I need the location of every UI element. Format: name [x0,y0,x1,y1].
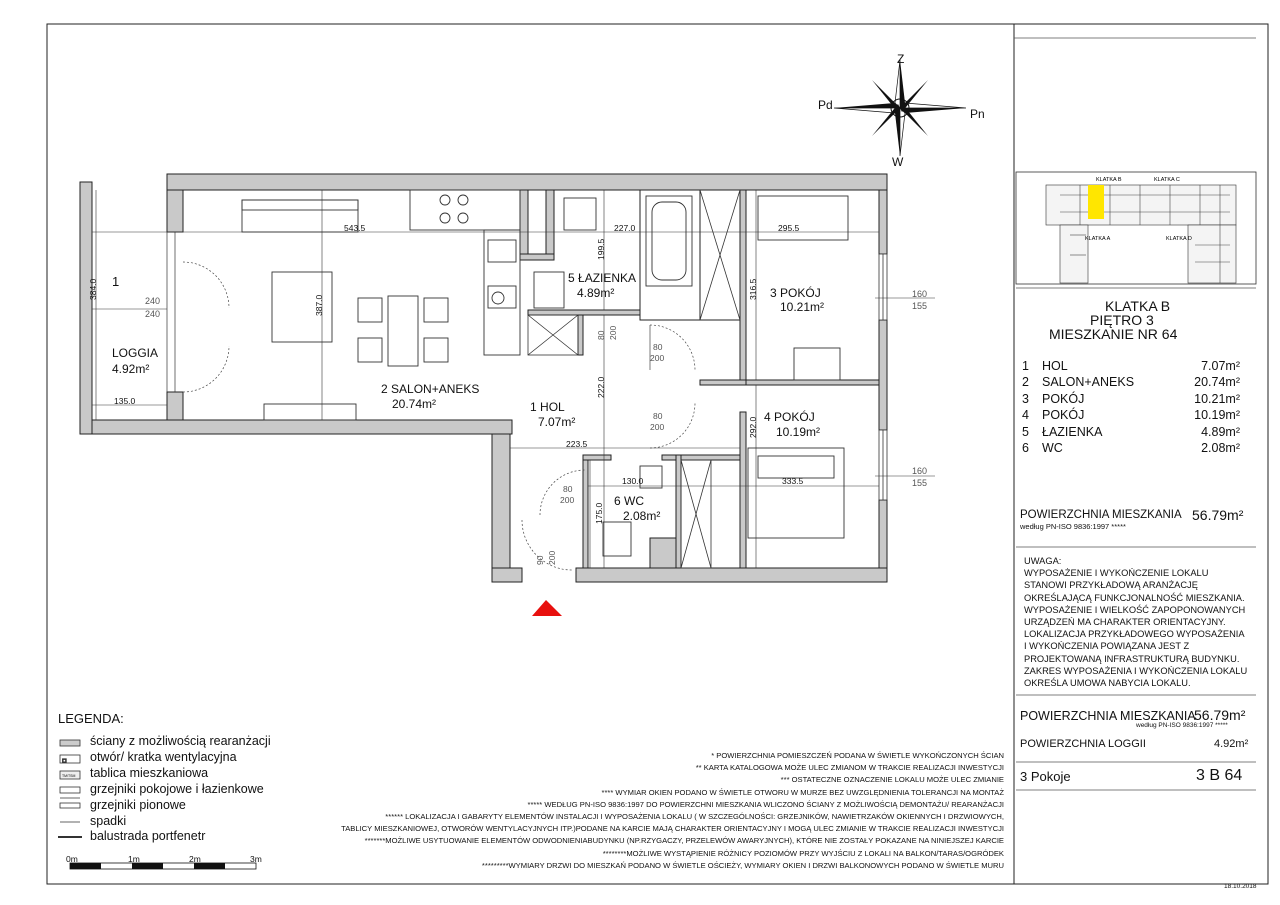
legend-item: grzejniki pokojowe i łazienkowe [90,782,264,796]
room-area: 4.89m² [1201,424,1240,439]
footnotes [260,750,1004,872]
footnote-line: TABLICY MIESZKANIOWEJ, OTWORÓW WENTYLACYJNYCH ITP.)PODANE NA KARCIE MAJĄ CHARAKTER ORIENTACYJNY I MOGĄ ULEC ZMIANIE W TRAKCIE REALIZACJI INWESTYCJI [341,824,1004,834]
area2-sub: według PN-ISO 9836:1997 ***** [1136,722,1228,729]
window-4-a: 160 [912,466,928,476]
lazienka-area: 4.89m² [577,286,615,300]
loggia-area-label: POWIERZCHNIA LOGGII [1020,738,1146,750]
footnote-line: ********MOŻLIWE WYSTĄPIENIE RÓŻNICY POZIOMÓW PRZY WYJŚCIU Z LOKALI NA BALKON/TARAS/OGRÓDEK [602,848,1004,858]
legend-item: balustrada portfenetr [90,829,206,843]
room-area: 20.74m² [1194,375,1240,390]
room-area: 10.19m² [1194,408,1240,423]
compass-west: Pd [818,98,833,112]
dim-543: 543.5 [344,223,366,233]
door-pokoj4-a: 80 [653,411,663,421]
legend-item: ściany z możliwością rearanżacji [90,734,271,748]
loggia-label: LOGGIA [112,346,159,360]
room-table-row [1022,440,1240,456]
window-3-a: 160 [912,289,928,299]
furniture [242,190,848,556]
room-name: WC [1042,440,1063,455]
loggia-area: 4.92m² [112,362,150,376]
uwaga-title: UWAGA: [1024,556,1062,566]
dim-2955: 295.5 [778,223,800,233]
room-table-row [1022,358,1240,374]
door-wc-a: 80 [563,484,573,494]
door-entrance-a: 90 [535,555,545,565]
window-4-b: 155 [912,478,928,488]
footnote-line: **** WYMIAR OKIEN PODANO W ŚWIETLE OTWORU W MURZE BEZ UWZGLĘDNIENIA TOLERANCJI NA MONTAŻ [601,787,1004,797]
legend-item: grzejniki pionowe [90,798,186,812]
dim-387: 387.0 [314,294,324,316]
dim-130: 130.0 [622,476,644,486]
door-hol-a: 80 [653,342,663,352]
room-number: 2 [1022,375,1029,390]
klatka-title: KLATKA B [1105,298,1171,314]
room-table-row [1022,407,1240,423]
wc-area: 2.08m² [623,509,661,523]
footnote-line: ***** WEDŁUG PN-ISO 9836:1997 DO POWIERZCHNI MIESZKANIA WLICZONO ŚCIANY Z MOŻLIWOŚCIĄ DEMONTAŻU/ REARANŻACJI [527,799,1004,809]
key-plan-highlight [1088,185,1104,219]
uwaga-note [1024,555,1249,689]
salon-label: 2 SALON+ANEKS [381,382,480,396]
room-name: POKÓJ [1042,391,1085,406]
salon-area: 20.74m² [392,397,437,411]
door-lazienka-a: 80 [596,330,606,340]
room-number: 4 [1022,408,1029,423]
hol-label: 1 HOL [530,400,565,414]
walls [80,174,887,582]
dim-384: 384.0 [88,278,98,300]
legend-symbols [58,740,82,837]
window-3-b: 155 [912,301,928,311]
area-value: 56.79m² [1192,507,1244,523]
legend-item: spadki [90,814,127,828]
room-name: POKÓJ [1042,408,1085,423]
pietro-title: PIĘTRO 3 [1090,312,1154,328]
dim-292: 292.0 [748,416,758,438]
footnote-line: *********WYMIARY DRZWI DO MIESZKAŃ PODANO W ŚWIETLE OŚCIEŻY, WYMIARY OKIEN I DRZWI BALKONOWYCH PODANO W ŚWIETLE MURU [481,860,1004,870]
area2-value: 56.79m² [1194,707,1246,723]
scale-bar [70,863,256,869]
room-table-row [1022,424,1240,440]
footnote-line: * POWIERZCHNIA POMIESZCZEŃ PODANA W ŚWIETLE WYKOŃCZONYCH ŚCIAN [711,751,1004,760]
room-area: 7.07m² [1201,359,1240,373]
door-pokoj4-b: 200 [650,422,665,432]
room-table [1022,358,1240,456]
scale-3m: 3m [250,854,262,864]
dimension-lines [92,190,935,568]
area-label: POWIERZCHNIA MIESZKANIA [1020,509,1182,521]
lazienka-label: 5 ŁAZIENKA [568,271,637,285]
pokoj4-area: 10.19m² [776,425,821,439]
apartment-code: 3 B 64 [1196,767,1243,784]
legend-item: otwór/ kratka wentylacyjna [90,750,237,764]
wall-top [167,174,887,190]
uwaga-text: WYPOSAŻENIE I WYKOŃCZENIE LOKALU STANOWI PRZYKŁADOWĄ ARANŻACJĘ OKREŚLAJĄCĄ FUNKCJONALNOŚĆ MIESZKANIA. WYPOSAŻENIE I WIELKOŚĆ ZAPOPONOWANYCH URZĄDZEŃ MA CHARAKTER ORIENTACYJNY. LOKALIZACJA PRZYKŁADOWEGO WYPOSAŻENIA I WYKOŃCZENIA POWIĄZANA JEST Z PROJEKTOWANĄ INFRASTRUKTURĄ BUDYNKU. ZAKRES WYPOSAŻENIA I WYKOŃCZENIA LOKALU OKREŚLA UMOWA NABYCIA LOKALU. [1024,568,1248,689]
svg-text:▣: ▣ [62,758,67,764]
legend-tm-badge: TM/TSM [62,774,76,778]
hol-area: 7.07m² [538,415,576,429]
room-number: 3 [1022,391,1029,406]
dim-3335: 333.5 [782,476,804,486]
door-hol-b: 200 [650,353,665,363]
key-plan-label-c: KLATKA C [1154,177,1180,183]
key-plan-label-b: KLATKA B [1096,177,1122,183]
dim-2235: 223.5 [566,439,588,449]
dim-175: 175.0 [594,502,604,524]
room-name: HOL [1042,359,1068,373]
pokoj4-label: 4 POKÓJ [764,410,815,424]
pokoj3-area: 10.21m² [780,300,825,314]
compass-rose [834,60,966,156]
key-plan-label-d: KLATKA D [1166,236,1192,242]
scale-1m: 1m [128,854,140,864]
room-number: 1 [1022,359,1029,373]
mieszkanie-title: MIESZKANIE NR 64 [1049,326,1178,342]
window-1-a: 240 [145,296,161,306]
compass-south: W [892,155,904,169]
compass-north: Z [897,52,905,66]
area-sub: według PN-ISO 9836:1997 ***** [1020,522,1126,531]
key-plan [1046,185,1236,283]
scale-2m: 2m [189,854,201,864]
room-table-row [1022,374,1240,390]
room-area: 10.21m² [1194,391,1240,406]
pokoj3-label: 3 POKÓJ [770,286,821,300]
door-wc-b: 200 [560,495,575,505]
dim-1995: 199.5 [596,238,606,260]
room-area: 2.08m² [1201,440,1240,455]
room-table-row [1022,391,1240,407]
footnote-line: *** OSTATECZNE OZNACZENIE LOKALU MOŻE ULEC ZMIANIE [780,775,1004,785]
area2-label: POWIERZCHNIA MIESZKANIA [1020,709,1196,723]
door-entrance-b: 200 [547,550,557,565]
legend-item: tablica mieszkaniowa [90,766,209,780]
loggia-number: 1 [112,274,120,289]
footnote-line: ** KARTA KATALOGOWA MOŻE ULEC ZMIANOM W TRAKCIE REALIZACJI INWESTYCJI [695,763,1004,773]
room-name: ŁAZIENKA [1042,424,1103,439]
dim-227: 227.0 [614,223,636,233]
wc-label: 6 WC [614,494,645,508]
compass-east: Pn [970,107,985,121]
dim-135: 135.0 [114,396,136,406]
loggia-area-value: 4.92m² [1214,738,1249,750]
key-plan-label-a: KLATKA A [1085,236,1111,242]
entrance-marker [532,600,562,616]
scale-0m: 0m [66,854,78,864]
dim-3165: 316.5 [748,278,758,300]
room-number: 5 [1022,424,1029,439]
door-lazienka-b: 200 [608,325,618,340]
pokoje-count: 3 Pokoje [1020,769,1071,784]
legend-title: LEGENDA: [58,711,124,726]
window-1-b: 240 [145,309,161,319]
dim-222: 222.0 [596,376,606,398]
footnote-line: ****** LOKALIZACJA I GABARYTY ELEMENTÓW INSTALACJI I WYPOSAŻENIA LOKALU ( W SZCZEGÓLNOŚCI: GRZEJNIKÓW, NAWIETRZAKÓW OKIENNYCH I DRZWIOWYCH, [385,812,1004,822]
date: 18.10.2018 [1224,883,1257,890]
room-name: SALON+ANEKS [1042,375,1135,390]
room-number: 6 [1022,440,1029,455]
footnote-line: *******MOŻLIWE USYTUOWANIE ELEMENTÓW ODWODNIENIABUDYNKU (NP.RZYGACZY, PRZELEWÓW AWARYJNYCH), KTÓRE NIE ZOSTAŁY POKAZANE NA NINIEJSZEJ KARCIE [364,836,1004,846]
